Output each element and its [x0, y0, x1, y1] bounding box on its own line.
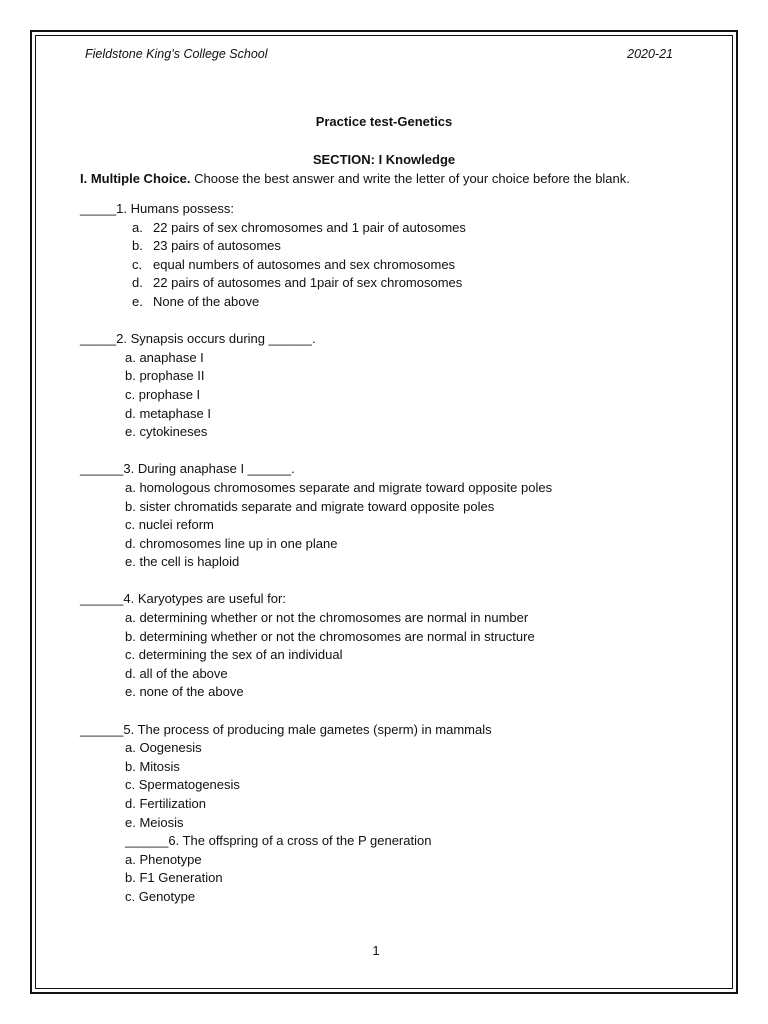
instruction-label: I. Multiple Choice.: [80, 171, 191, 186]
option-c: c. Genotype: [125, 888, 196, 904]
option-text: None of the above: [153, 293, 260, 309]
option-list: [80, 219, 720, 312]
option-e: e. the cell is haploid: [125, 554, 240, 570]
option-a: a. Phenotype: [125, 851, 202, 867]
question-stem: _____2. Synapsis occurs during ______.: [80, 331, 316, 347]
option-c: c. prophase I: [125, 386, 201, 402]
option-list: [80, 609, 720, 702]
option-e: [80, 293, 720, 312]
page-number: 1: [372, 943, 380, 958]
option-b: b. F1 Generation: [125, 870, 223, 886]
option-d: d. metaphase I: [125, 405, 211, 421]
instruction-line: [80, 171, 720, 186]
option-a: a. homologous chromosomes separate and migrate toward opposite poles: [125, 479, 553, 495]
question-stem: _____1. Humans possess:: [80, 201, 234, 216]
option-a: a. determining whether or not the chromosomes are normal in number: [125, 610, 529, 626]
option-d: [80, 274, 720, 293]
question-stem: ______6. The offspring of a cross of the P generation: [125, 833, 432, 849]
page-header: [85, 47, 673, 61]
question-stem: ______5. The process of producing male gametes (sperm) in mammals: [80, 721, 492, 737]
option-d: d. chromosomes line up in one plane: [125, 535, 338, 551]
option-letter: e.: [132, 293, 143, 309]
option-e: e. none of the above: [125, 684, 244, 700]
question-stem: ______3. During anaphase I ______.: [80, 461, 295, 477]
option-a: [80, 219, 720, 238]
document-title: Practice test-Genetics: [315, 114, 453, 129]
option-text: equal numbers of autosomes and sex chromosomes: [153, 256, 456, 272]
option-list: [80, 739, 720, 832]
option-b: [80, 237, 720, 256]
option-b: b. sister chromatids separate and migrate toward opposite poles: [125, 498, 495, 514]
option-a: a. Oogenesis: [125, 740, 202, 756]
option-letter: c.: [132, 256, 143, 272]
option-letter: a.: [132, 219, 143, 235]
option-c: c. Spermatogenesis: [125, 777, 240, 793]
option-c: c. determining the sex of an individual: [125, 647, 343, 663]
question-4: [80, 590, 720, 702]
school-name: Fieldstone King’s College School: [85, 47, 268, 61]
option-list: [80, 479, 720, 572]
school-year: 2020-21: [627, 47, 673, 61]
question-5: [80, 721, 720, 833]
option-text: 23 pairs of autosomes: [153, 238, 281, 254]
question-6: [80, 832, 720, 906]
option-b: b. Mitosis: [125, 758, 180, 774]
option-list: [80, 851, 720, 907]
instruction-text: Choose the best answer and write the letter of your choice before the blank.: [190, 171, 630, 186]
option-text: 22 pairs of sex chromosomes and 1 pair of autosomes: [153, 219, 466, 235]
option-letter: b.: [132, 238, 143, 254]
option-e: e. cytokineses: [125, 424, 208, 440]
question-list: [80, 200, 720, 907]
option-text: 22 pairs of autosomes and 1pair of sex chromosomes: [153, 275, 463, 291]
option-e: e. Meiosis: [125, 814, 184, 830]
option-c: c. nuclei reform: [125, 517, 214, 533]
question-stem: ______4. Karyotypes are useful for:: [80, 591, 286, 607]
option-d: d. all of the above: [125, 665, 228, 681]
option-letter: d.: [132, 275, 143, 291]
option-a: a. anaphase I: [125, 349, 204, 365]
section-heading: SECTION: I Knowledge: [312, 152, 456, 167]
option-d: d. Fertilization: [125, 796, 206, 811]
question-1: [80, 200, 720, 312]
option-b: b. prophase II: [125, 368, 205, 384]
question-2: [80, 330, 720, 442]
option-b: b. determining whether or not the chromosomes are normal in structure: [125, 628, 535, 644]
option-c: [80, 256, 720, 275]
option-list: [80, 349, 720, 442]
question-3: [80, 460, 720, 572]
